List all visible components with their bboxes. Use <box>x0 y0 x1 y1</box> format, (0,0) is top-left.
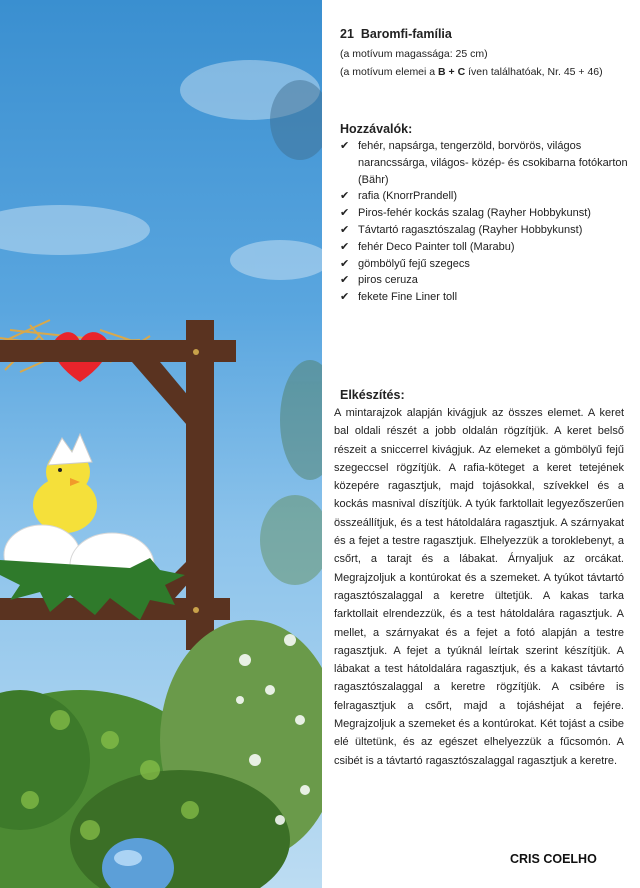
check-icon: ✔ <box>340 257 350 270</box>
instructions-text: A mintarajzok alapján kivágjuk az összes elemet. A keret bal oldali részét a jobb oldalán rögzítjük. A keret belső részeit a sniccerrel kivágjuk. Az elemeket a gömbölyű fejű szegeccsel rögzítjük. A rafia-köteget a keret tetejének közepére ragasztjuk, majd tojásokkal, szívekkel és a kockás masnival díszítjük. A tyúk farktollait legyezőszerűen összeállítjuk, és a test hátoldalára ragasztjuk. A szárnyakat és a fejet a testre ragasztjuk. Elhelyezzük a toroklebenyt, a csőrt, a tarajt és a lábakat. Árnyaljuk az orcákat. Megrajzoljuk a kontúrokat és a szemeket. A tyúkot távtartó ragasztószalaggal a keretre ültetjük. A kakas tarka farktollait elrendezzük, és a test hátoldalára ragasztjuk. A mellet, a szárnyakat és a fejet a fotó alapján a testre ragasztjuk. A fejet a tyúknál leírtak szerint készítjük. A lábakat a test hátoldalára ragasztjuk, és a kakast távtartó ragasztószalaggal a keretre rögzítjük. A csibére is felragasztjuk a csőrt, majd a tojáshéjat a fejére. Megrajzoljuk a szemeket és a kontúrokat. Két tojást a csibe elé ültetünk, és az egészet elhelyezzük a fűcsomón. A csibét is a távtartó ragasztószalaggal ragasztjuk a keretre. <box>334 407 624 767</box>
list-item: ✔ Piros-fehér kockás szalag (Rayher Hobbykunst) <box>340 205 630 222</box>
check-icon: ✔ <box>340 223 350 236</box>
clouds <box>0 60 322 280</box>
list-item: ✔ fehér Deco Painter toll (Marabu) <box>340 239 630 256</box>
check-icon: ✔ <box>340 190 350 203</box>
background-trees <box>260 80 322 585</box>
list-item: ✔ gömbölyű fejű szegecs <box>340 256 630 273</box>
list-item: ✔ Távtartó ragasztószalag (Rayher Hobbykunst) <box>340 222 630 239</box>
motif-height: (a motívum magassága: 25 cm) <box>340 48 488 60</box>
check-icon: ✔ <box>340 274 350 287</box>
materials-list <box>340 138 630 306</box>
check-icon: ✔ <box>340 207 350 220</box>
project-title <box>340 27 452 41</box>
list-item: ✔ fekete Fine Liner toll <box>340 289 630 306</box>
check-icon: ✔ <box>340 140 350 152</box>
motif-parts: (a motívum elemei a B + C íven találhatóak, Nr. 45 + 46) <box>340 66 603 78</box>
list-item: ✔ rafia (KnorrPrandell) <box>340 188 630 205</box>
project-number: 21 <box>340 27 354 41</box>
instructions-heading: Elkészítés: <box>340 388 405 402</box>
project-name: Baromfi-família <box>360 27 452 41</box>
credit-watermark: CRIS COELHO <box>510 852 597 866</box>
list-item: ✔ piros ceruza <box>340 272 630 289</box>
check-icon: ✔ <box>340 291 350 304</box>
materials-heading: Hozzávalók: <box>340 122 413 136</box>
check-icon: ✔ <box>340 240 350 253</box>
chick <box>33 434 97 533</box>
list-item: ✔ fehér, napsárga, tengerzöld, borvörös, világos narancssárga, világos- közép- és csokibarna fotókarton (Bähr) <box>340 140 628 186</box>
